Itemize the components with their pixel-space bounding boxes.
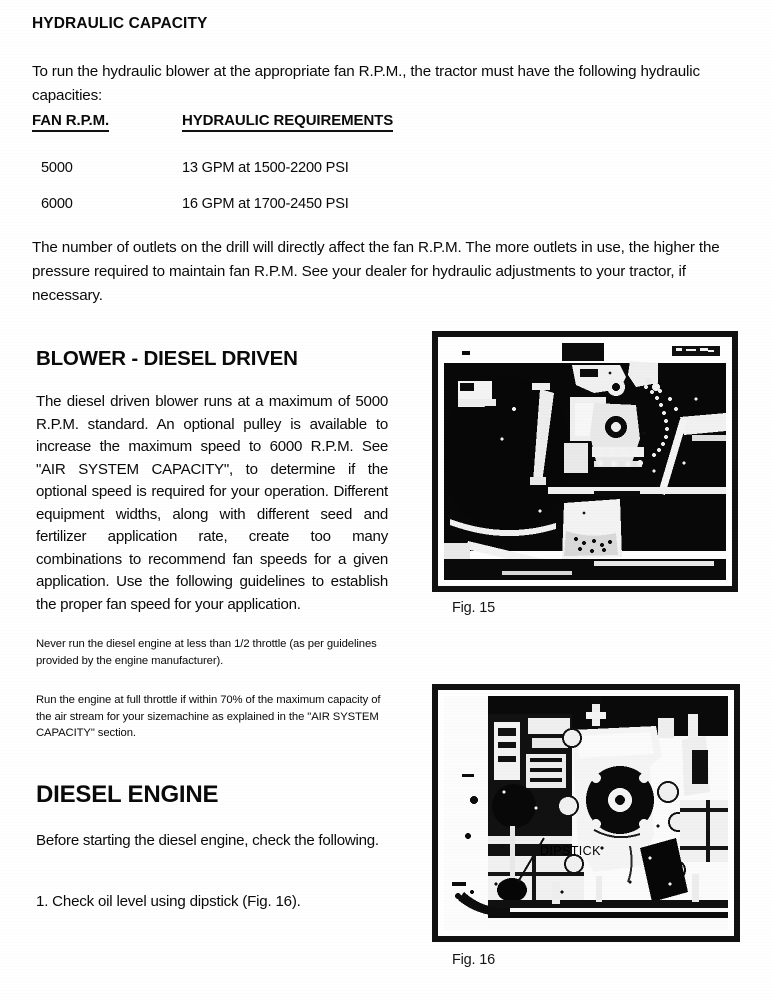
figure-16 xyxy=(432,684,740,942)
outlets-paragraph: The number of outlets on the drill will directly affect the fan R.P.M. The more outlets in use, the higher the pressure required to maintain fan R.P.M. See your dealer for hydraulic adjustments to your tractor, if necessary. xyxy=(32,239,720,304)
blower-section-paragraph: The diesel driven blower runs at a maximum of 5000 R.P.M. standard. An optional pulley is available to increase the maximum speed to 6000 R.P.M. See "AIR SYSTEM CAPACITY", to determine if the optional speed is required for your operation. Different equipment widths, along with different seed and fertilizer application rate, create too many combinations to recommend fan speeds for a given application. Use the following guidelines to establish the proper fan speed for your application. xyxy=(36,393,388,613)
figure-16-photo xyxy=(444,696,728,930)
figure-15-photo xyxy=(444,343,726,580)
page-title: HYDRAULIC CAPACITY xyxy=(32,15,208,32)
table-header-fan-rpm: FAN R.P.M. xyxy=(32,112,109,132)
figure-15-caption: Fig. 15 xyxy=(452,600,495,616)
blower-section-heading: BLOWER - DIESEL DRIVEN xyxy=(36,347,298,370)
table-row: 6000 xyxy=(41,196,73,212)
table-header-hydraulic-wrap xyxy=(182,112,393,132)
table-header-fan-rpm-wrap xyxy=(32,112,109,132)
figure-15 xyxy=(432,331,738,592)
list-item: 1. Check oil level using dipstick (Fig. 16). xyxy=(36,893,301,910)
dipstick-annotation-label: DIPSTICK xyxy=(540,844,601,858)
table-row: 5000 xyxy=(41,160,73,176)
table-row: 13 GPM at 1500-2200 PSI xyxy=(182,160,349,176)
blower-note-1: Never run the diesel engine at less than 1/2 throttle (as per guidelines provided by the engine manufacturer). xyxy=(36,638,377,667)
intro-paragraph: To run the hydraulic blower at the appropriate fan R.P.M., the tractor must have the following hydraulic capacities: xyxy=(32,63,700,104)
figure-16-caption: Fig. 16 xyxy=(452,952,495,968)
blower-note-2: Run the engine at full throttle if within 70% of the maximum capacity of the air stream for your sizemachine as explained in the "AIR SYSTEM CAPACITY" section. xyxy=(36,694,381,739)
engine-section-paragraph: Before starting the diesel engine, check the following. xyxy=(36,832,379,849)
engine-section-heading: DIESEL ENGINE xyxy=(36,781,219,808)
table-row: 16 GPM at 1700-2450 PSI xyxy=(182,196,349,212)
table-header-hydraulic-requirements: HYDRAULIC REQUIREMENTS xyxy=(182,112,393,132)
